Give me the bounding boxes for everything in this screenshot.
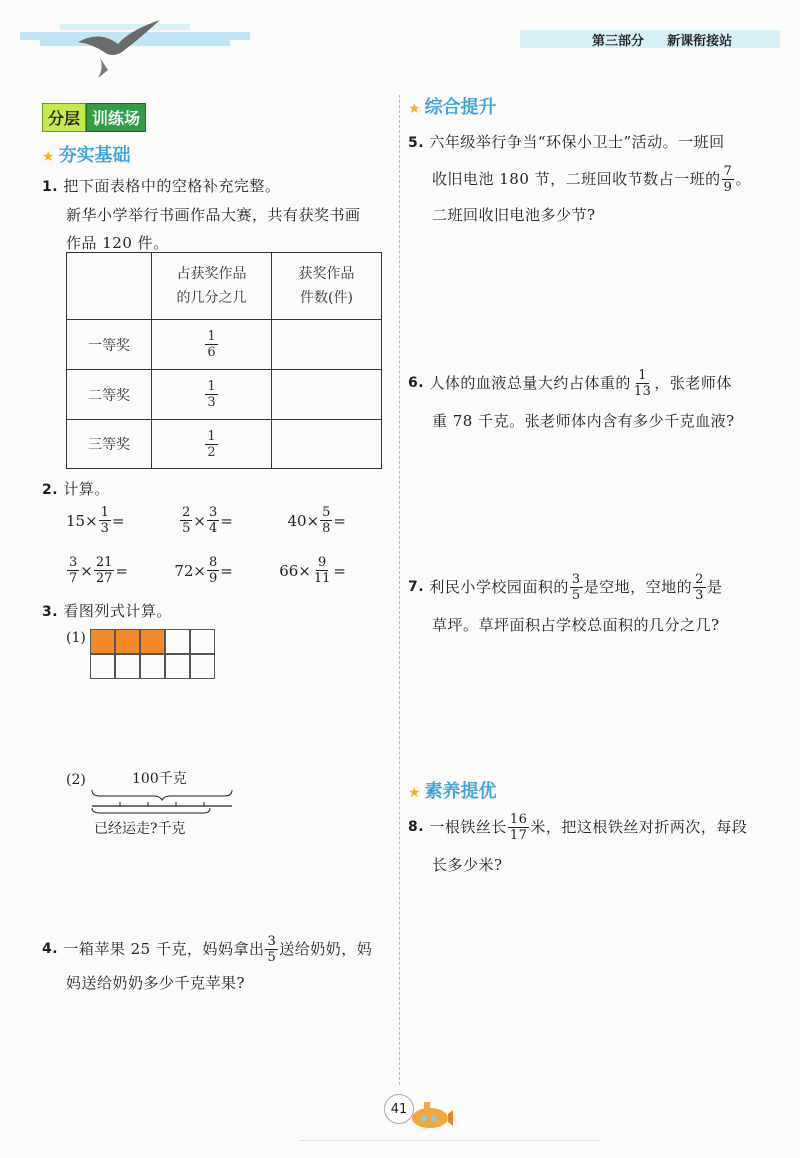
header-part: 第三部分 (592, 34, 645, 49)
table-header-fraction: 占获奖作品 的几分之几 (152, 253, 272, 320)
table-header-count: 获奖作品 件数(件) (272, 253, 382, 320)
section-badge: 分层 训练场 (42, 103, 146, 132)
table-row: 二等奖 $\frac{1}{3}$ (67, 370, 382, 420)
calc-item: 72 × $\frac{8}{9}$ = (174, 555, 233, 586)
calc-row-1 (66, 506, 396, 535)
grid-cell (165, 654, 190, 679)
grid-cell (190, 654, 215, 679)
calc-row-2 (66, 556, 396, 585)
section-comprehensive-title: ★ 综合提升 (408, 97, 497, 118)
grid-cell (140, 629, 165, 654)
fraction-grid (90, 629, 215, 679)
grid-cell (140, 654, 165, 679)
q3-part2-label: (2) (66, 772, 86, 788)
answer-cell[interactable] (272, 420, 382, 469)
star-icon: ★ (408, 101, 421, 117)
q3-part1-label: (1) (66, 630, 86, 646)
answer-cell[interactable] (272, 370, 382, 420)
grid-cell (90, 629, 115, 654)
star-icon: ★ (408, 785, 421, 801)
segment-diagram (88, 786, 236, 814)
brace-bottom-label: 已经运走?千克 (94, 821, 186, 837)
grid-cell (165, 629, 190, 654)
calc-item: 66 × $\frac{9}{11}$ = (279, 555, 346, 586)
question-1: 1. 把下面表格中的空格补充完整。 新华小学举行书画作品大赛，共有获奖书画 作品 120 件。 (42, 177, 361, 252)
column-divider (399, 95, 400, 1085)
awards-table (66, 252, 382, 469)
grid-cell (115, 629, 140, 654)
submarine-icon (408, 1098, 454, 1132)
calc-item: $\frac{3}{7}$ × $\frac{21}{27}$ = (69, 555, 128, 586)
star-icon: ★ (42, 149, 55, 165)
table-row: 一等奖 $\frac{1}{6}$ (67, 320, 382, 370)
question-7: 7. 利民小学校园面积的 $\frac{3}{5}$ 是空地，空地的 $\frac{2}{3}$ 是 草坪。草坪面积占学校总面积的几分之几? (408, 571, 723, 634)
question-6: 6. 人体的血液总量大约占体重的 $\frac{1}{13}$ ，张老师体 重 78 千克。张老师体内含有多少千克血液? (408, 367, 735, 430)
grid-cell (90, 654, 115, 679)
question-8: 8. 一根铁丝长 $\frac{16}{17}$ 米，把这根铁丝对折两次，每段 长多少米? (408, 811, 748, 874)
calc-item: 40 × $\frac{5}{8}$ = (287, 505, 346, 536)
grid-cell (190, 629, 215, 654)
footer-line (300, 1140, 600, 1141)
question-3-title: 3. 看图列式计算。 (42, 602, 172, 620)
page-number: 41 (384, 1094, 414, 1124)
calc-item: $\frac{2}{5}$ × $\frac{3}{4}$ = (182, 505, 233, 536)
brace-top-label: 100千克 (132, 771, 187, 787)
question-5: 5. 六年级举行争当“环保小卫士”活动。一班回 收旧电池 180 节，二班回收节数占一班的 $\frac{7}{9}$ 。 二班回收旧电池多少节? (408, 133, 751, 224)
answer-cell[interactable] (272, 320, 382, 370)
calc-item: 15 × $\frac{1}{3}$ = (66, 505, 125, 536)
grid-cell (115, 654, 140, 679)
header-column: 新课衔接站 (667, 34, 733, 49)
section-literacy-title: ★ 素养提优 (408, 781, 497, 802)
table-row: 三等奖 $\frac{1}{2}$ (67, 420, 382, 469)
section-basic-title: ★ 夯实基础 (42, 145, 131, 166)
question-2-title: 2. 计算。 (42, 480, 110, 498)
question-4: 4. 一箱苹果 25 千克，妈妈拿出 $\frac{3}{5}$ 送给奶奶，妈 妈送给奶奶多少千克苹果? (42, 933, 373, 992)
